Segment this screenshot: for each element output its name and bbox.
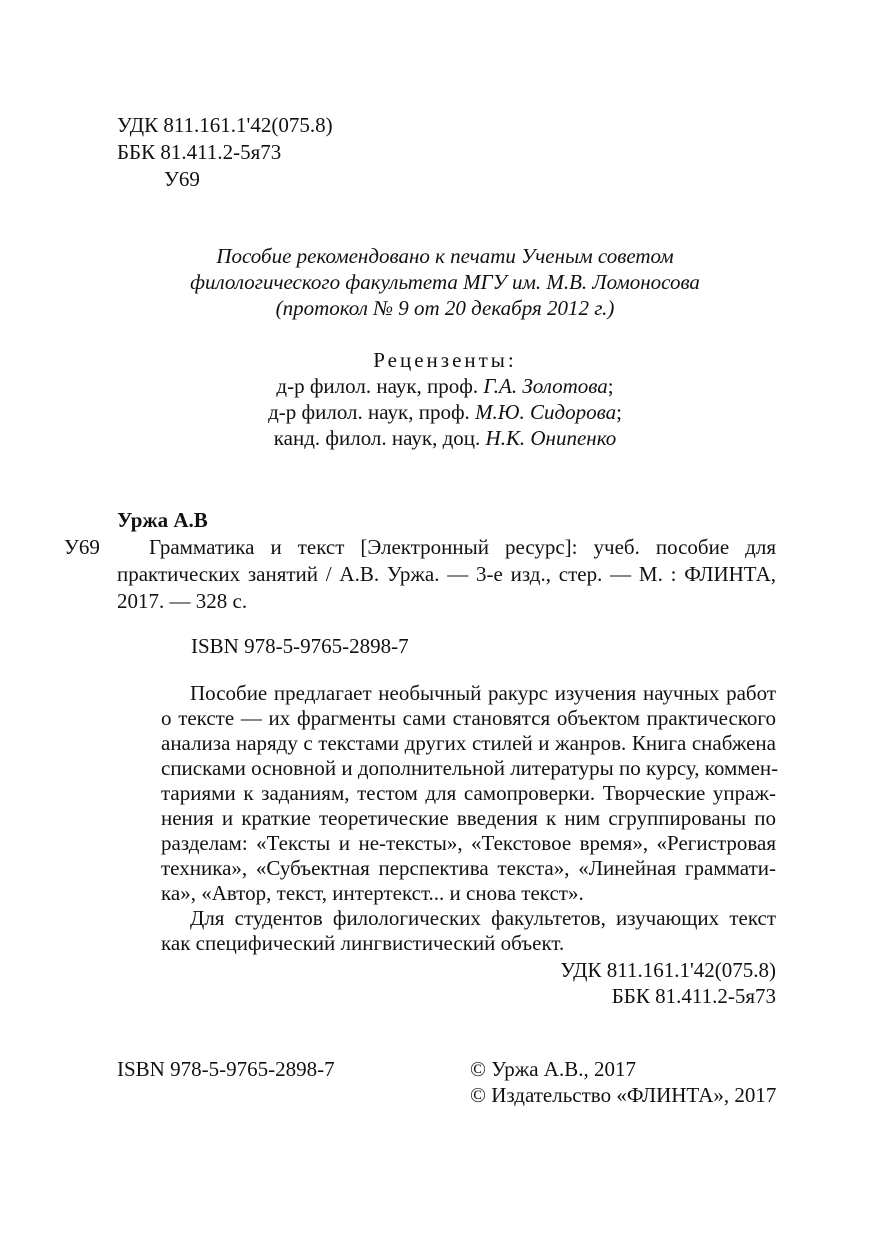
recommendation-line: (протокол № 9 от 20 декабря 2012 г.) — [275, 296, 615, 320]
annotation-line: ка», «Автор, текст, интертекст... и снова текст». — [161, 881, 584, 905]
reviewer-name: Н.К. Онипенко — [485, 426, 617, 450]
annotation-line: Для студентов филологических факультетов, изучающих текст — [190, 906, 776, 930]
annotation-line: тариями к заданиям, тестом для самопроверки. Творческие упраж- — [161, 781, 776, 805]
annotation-line: нения и краткие теоретические введения к ним сгруппированы по — [161, 806, 776, 830]
reviewer-item: д-р филол. наук, проф. М.Ю. Сидорова; — [268, 400, 622, 424]
reviewers-heading: Рецензенты: — [373, 348, 517, 372]
annotation-line: Пособие предлагает необычный ракурс изучения научных работ — [190, 681, 776, 705]
author-mark: У69 — [164, 167, 200, 191]
bbk-line: ББК 81.411.2-5я73 — [117, 140, 282, 164]
reviewer-name: Г.А. Золотова — [483, 374, 608, 398]
recommendation-line: филологического факультета МГУ им. М.В. Ломоносова — [190, 270, 700, 294]
annotation-line: техника», «Субъектная перспектива текста», «Линейная граммати- — [161, 856, 776, 880]
annotation-bbk: ББК 81.411.2-5я73 — [611, 984, 776, 1008]
annotation-line: анализа наряду с текстами других стилей и жанров. Книга снабжена — [161, 731, 776, 755]
bib-mark: У69 — [64, 535, 100, 559]
recommendation-block — [0, 243, 875, 321]
bib-isbn: ISBN 978-5-9765-2898-7 — [191, 634, 409, 658]
annotation-line: о тексте — их фрагменты сами становятся объектом практического — [161, 706, 776, 730]
udk-line: УДК 811.161.1'42(075.8) — [117, 113, 333, 137]
footer-isbn: ISBN 978-5-9765-2898-7 — [117, 1057, 335, 1081]
bib-line: 2017. — 328 с. — [117, 589, 248, 613]
bib-author: Уржа А.В — [117, 508, 208, 532]
copyright-publisher: © Издательство «ФЛИНТА», 2017 — [470, 1083, 777, 1107]
bib-line: Грамматика и текст [Электронный ресурс]: учеб. пособие для — [149, 535, 776, 559]
reviewers-block — [0, 347, 875, 451]
reviewer-item: канд. филол. наук, доц. Н.К. Онипенко — [273, 426, 617, 450]
bib-description — [117, 534, 776, 615]
bib-line: практических занятий / А.В. Уржа. — 3-е изд., стер. — М. : ФЛИНТА, — [117, 562, 776, 586]
annotation-paragraph — [161, 681, 779, 956]
copyright-author: © Уржа А.В., 2017 — [470, 1057, 636, 1081]
recommendation-line: Пособие рекомендовано к печати Ученым советом — [216, 244, 674, 268]
reviewer-item: д-р филол. наук, проф. Г.А. Золотова; — [276, 374, 614, 398]
annotation-line: как специфический лингвистический объект. — [161, 931, 565, 955]
annotation-line: списками основной и дополнительной литературы по курсу, коммен- — [161, 756, 779, 780]
annotation-line: разделам: «Тексты и не-тексты», «Текстовое время», «Регистровая — [161, 831, 776, 855]
reviewer-name: М.Ю. Сидорова — [475, 400, 617, 424]
annotation-udk: УДК 811.161.1'42(075.8) — [560, 958, 776, 982]
